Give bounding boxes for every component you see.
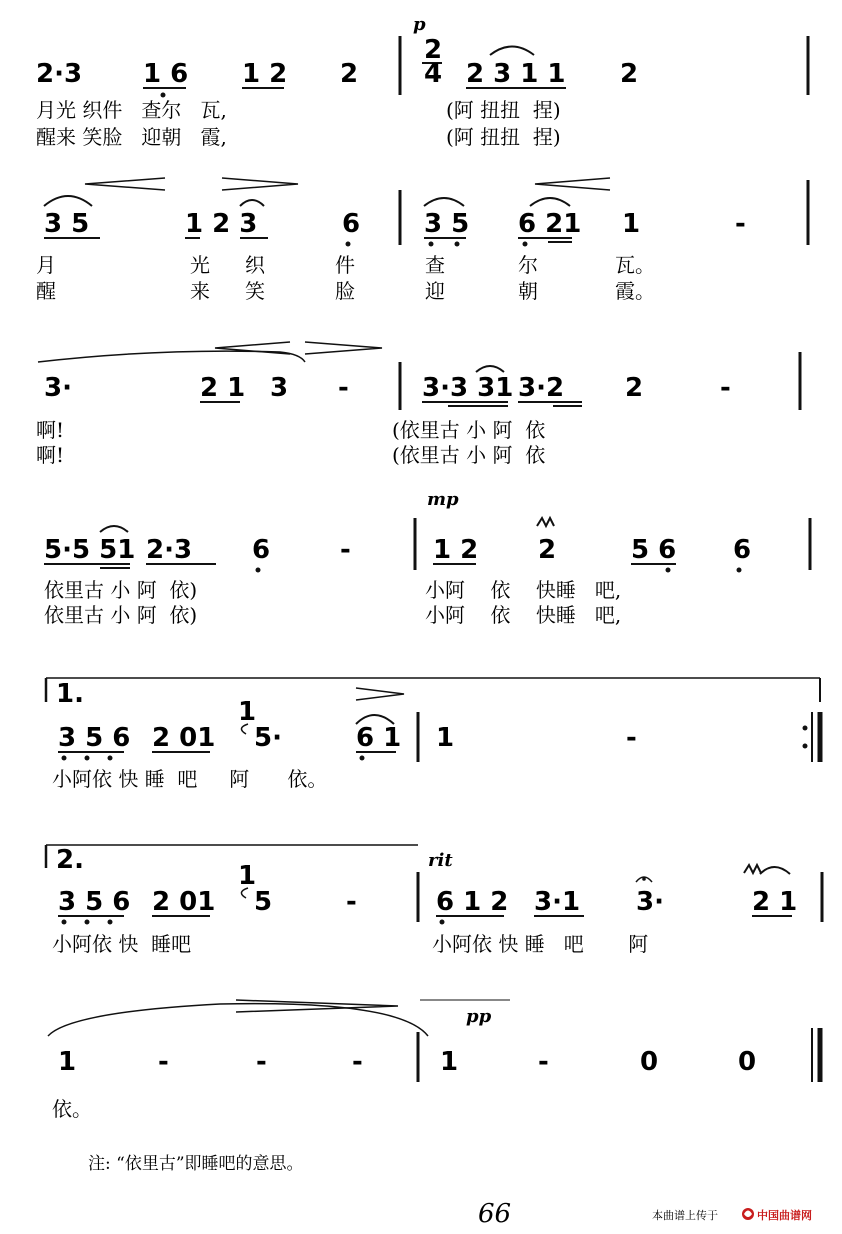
note-group: 2 01 bbox=[152, 887, 216, 917]
note-group: 6 21 bbox=[518, 209, 582, 239]
note-group: 2 bbox=[620, 59, 639, 89]
note-group: 3 5 bbox=[424, 209, 470, 239]
octave-dot bbox=[440, 920, 445, 925]
mordent-icon bbox=[744, 865, 761, 873]
note-group: 2·3 bbox=[146, 535, 193, 565]
system-4 bbox=[44, 489, 810, 627]
note-group: - bbox=[338, 373, 349, 403]
decrescendo bbox=[305, 342, 382, 354]
fermata-dot bbox=[642, 877, 646, 881]
note-group: 0 bbox=[738, 1047, 757, 1077]
lyric-line: 小阿依 快 睡 吧 阿 bbox=[432, 932, 649, 956]
octave-dot bbox=[62, 756, 67, 761]
octave-dot bbox=[666, 568, 671, 573]
note-group: - bbox=[158, 1047, 169, 1077]
note-group: - bbox=[735, 209, 746, 239]
system-2 bbox=[36, 178, 808, 303]
octave-dot bbox=[85, 920, 90, 925]
lyric: 醒 bbox=[36, 279, 56, 303]
note-group: - bbox=[720, 373, 731, 403]
note-group: 2 01 bbox=[152, 723, 216, 753]
octave-dot bbox=[455, 242, 460, 247]
note-group: 2 1 bbox=[200, 373, 246, 403]
mordent-icon bbox=[537, 518, 554, 526]
octave-dot bbox=[85, 756, 90, 761]
note-group: 1 6 bbox=[143, 59, 189, 89]
page-number: 66 bbox=[478, 1199, 512, 1229]
system-5 bbox=[46, 678, 820, 791]
lyric-line: 小阿依 快 睡 吧 阿 依。 bbox=[52, 767, 328, 791]
note-group: 1 bbox=[440, 1047, 459, 1077]
note-group: 2 bbox=[340, 59, 359, 89]
lyric: 尔 bbox=[518, 253, 538, 277]
slur bbox=[100, 526, 128, 532]
lyric-line: 依里古 小 阿 依) bbox=[44, 603, 198, 627]
lyric: 脸 bbox=[335, 279, 355, 303]
repeat-dot bbox=[803, 744, 808, 749]
octave-dot bbox=[360, 756, 365, 761]
slur bbox=[240, 200, 264, 206]
note-group: 6 1 2 bbox=[436, 887, 509, 917]
footnote: 注: “依里古”即睡吧的意思。 bbox=[88, 1154, 304, 1174]
note-group: 5·5 51 bbox=[44, 535, 136, 565]
volta-1-label: 1. bbox=[56, 679, 84, 709]
lyric-line: (依里古 小 阿 依 bbox=[392, 418, 546, 442]
phrase-slur bbox=[48, 1004, 428, 1036]
lyric-line: (阿 扭扭 捏) bbox=[446, 98, 561, 122]
note-group: 5 bbox=[254, 887, 273, 917]
note-group: 2 1 bbox=[752, 887, 798, 917]
note-group: 3 5 6 bbox=[58, 723, 131, 753]
note-group: 3 bbox=[270, 373, 289, 403]
note-group: 1 bbox=[436, 723, 455, 753]
lyric-line: (阿 扭扭 捏) bbox=[446, 125, 561, 149]
note-group: 1 2 bbox=[433, 535, 479, 565]
slur bbox=[44, 196, 92, 206]
lyric: 查 bbox=[425, 253, 445, 277]
slur bbox=[490, 47, 534, 56]
lyric: 笑 bbox=[245, 279, 265, 303]
note-group: - bbox=[256, 1047, 267, 1077]
lyric: 织 bbox=[245, 253, 265, 277]
slur bbox=[760, 867, 790, 874]
note-group: - bbox=[538, 1047, 549, 1077]
octave-dot bbox=[429, 242, 434, 247]
system-7 bbox=[48, 1000, 820, 1121]
footer-uploaded-text: 本曲谱上传于 bbox=[652, 1209, 718, 1222]
note-group: 3·1 bbox=[534, 887, 581, 917]
note-group: 3 5 bbox=[44, 209, 90, 239]
note-group: - bbox=[352, 1047, 363, 1077]
note-group: 2 3 1 1 bbox=[466, 59, 566, 89]
dynamic-rit: rit bbox=[428, 850, 453, 871]
lyric: 月 bbox=[36, 253, 56, 277]
note-group: 6 bbox=[733, 535, 752, 565]
slur bbox=[530, 198, 570, 206]
crescendo bbox=[535, 178, 610, 190]
lyric-line: 啊! bbox=[36, 443, 65, 467]
octave-dot bbox=[256, 568, 261, 573]
dynamic-mp: mp bbox=[427, 489, 459, 510]
lyrics-verse-2 bbox=[36, 279, 655, 303]
lyric-line: 小阿 依 快睡 吧, bbox=[425, 578, 622, 602]
footer-site-name[interactable]: 中国曲谱网 bbox=[757, 1209, 812, 1222]
time-signature-top: 2 bbox=[424, 35, 443, 65]
note-group: - bbox=[626, 723, 637, 753]
note-group: 1 2 3 bbox=[185, 209, 258, 239]
lyric: 迎 bbox=[425, 279, 445, 303]
lyric: 朝 bbox=[518, 279, 538, 303]
octave-dot bbox=[108, 920, 113, 925]
repeat-dot bbox=[803, 726, 808, 731]
octave-dot bbox=[62, 920, 67, 925]
lyric-line: 小阿 依 快睡 吧, bbox=[425, 603, 622, 627]
note-group: 3·3 31 bbox=[422, 373, 514, 403]
note-group: 3·2 bbox=[518, 373, 565, 403]
note-group: 3 5 6 bbox=[58, 887, 131, 917]
note-group: 3· bbox=[636, 887, 664, 917]
octave-dot bbox=[737, 568, 742, 573]
octave-dot bbox=[523, 242, 528, 247]
note-group: 2 bbox=[625, 373, 644, 403]
slur bbox=[424, 198, 464, 206]
crescendo bbox=[85, 178, 165, 190]
time-signature-bottom: 4 bbox=[424, 59, 443, 89]
volta-2-label: 2. bbox=[56, 845, 84, 875]
octave-dot bbox=[108, 756, 113, 761]
lyric: 光 bbox=[190, 253, 210, 277]
decrescendo bbox=[222, 178, 298, 190]
octave-dot bbox=[346, 242, 351, 247]
note-group: 6 1 bbox=[356, 723, 402, 753]
note-group: 5 6 bbox=[631, 535, 677, 565]
grace-note: 1 bbox=[238, 861, 257, 891]
lyrics-verse-1 bbox=[36, 253, 655, 277]
lyric: 瓦。 bbox=[615, 253, 655, 277]
dynamic-p: p bbox=[413, 14, 426, 35]
note-group: 3· bbox=[44, 373, 72, 403]
note-group: 2·3 bbox=[36, 59, 83, 89]
dynamic-pp: pp bbox=[466, 1006, 492, 1027]
lyric-line: 依。 bbox=[52, 1097, 92, 1121]
system-6 bbox=[46, 845, 822, 956]
note-group: 5· bbox=[254, 723, 282, 753]
lyric-line: (依里古 小 阿 依 bbox=[392, 443, 546, 467]
octave-dot bbox=[161, 93, 166, 98]
note-group: 1 2 bbox=[242, 59, 288, 89]
lyric: 霞。 bbox=[615, 279, 655, 303]
grace-note: 1 bbox=[238, 697, 257, 727]
note-group: 1 bbox=[58, 1047, 77, 1077]
footer-credit bbox=[652, 1208, 812, 1222]
lyric-line: 月光 织件 查尔 瓦, bbox=[36, 98, 227, 122]
system-3 bbox=[36, 342, 800, 467]
lyric: 来 bbox=[190, 279, 210, 303]
lyric-line: 小阿依 快 睡吧 bbox=[52, 932, 192, 956]
note-group: - bbox=[346, 887, 357, 917]
decrescendo bbox=[356, 688, 404, 700]
lyric: 件 bbox=[335, 253, 355, 277]
lyric-line: 醒来 笑脸 迎朝 霞, bbox=[36, 125, 227, 149]
note-group: 6 bbox=[252, 535, 271, 565]
note-group: 1 bbox=[622, 209, 641, 239]
lyric-line: 依里古 小 阿 依) bbox=[44, 578, 198, 602]
note-group: 0 bbox=[640, 1047, 659, 1077]
lyric-line: 啊! bbox=[36, 418, 65, 442]
slur bbox=[476, 366, 504, 372]
note-group: 2 bbox=[538, 535, 557, 565]
note-group: - bbox=[340, 535, 351, 565]
note-group: 6 bbox=[342, 209, 361, 239]
system-1 bbox=[36, 14, 808, 149]
